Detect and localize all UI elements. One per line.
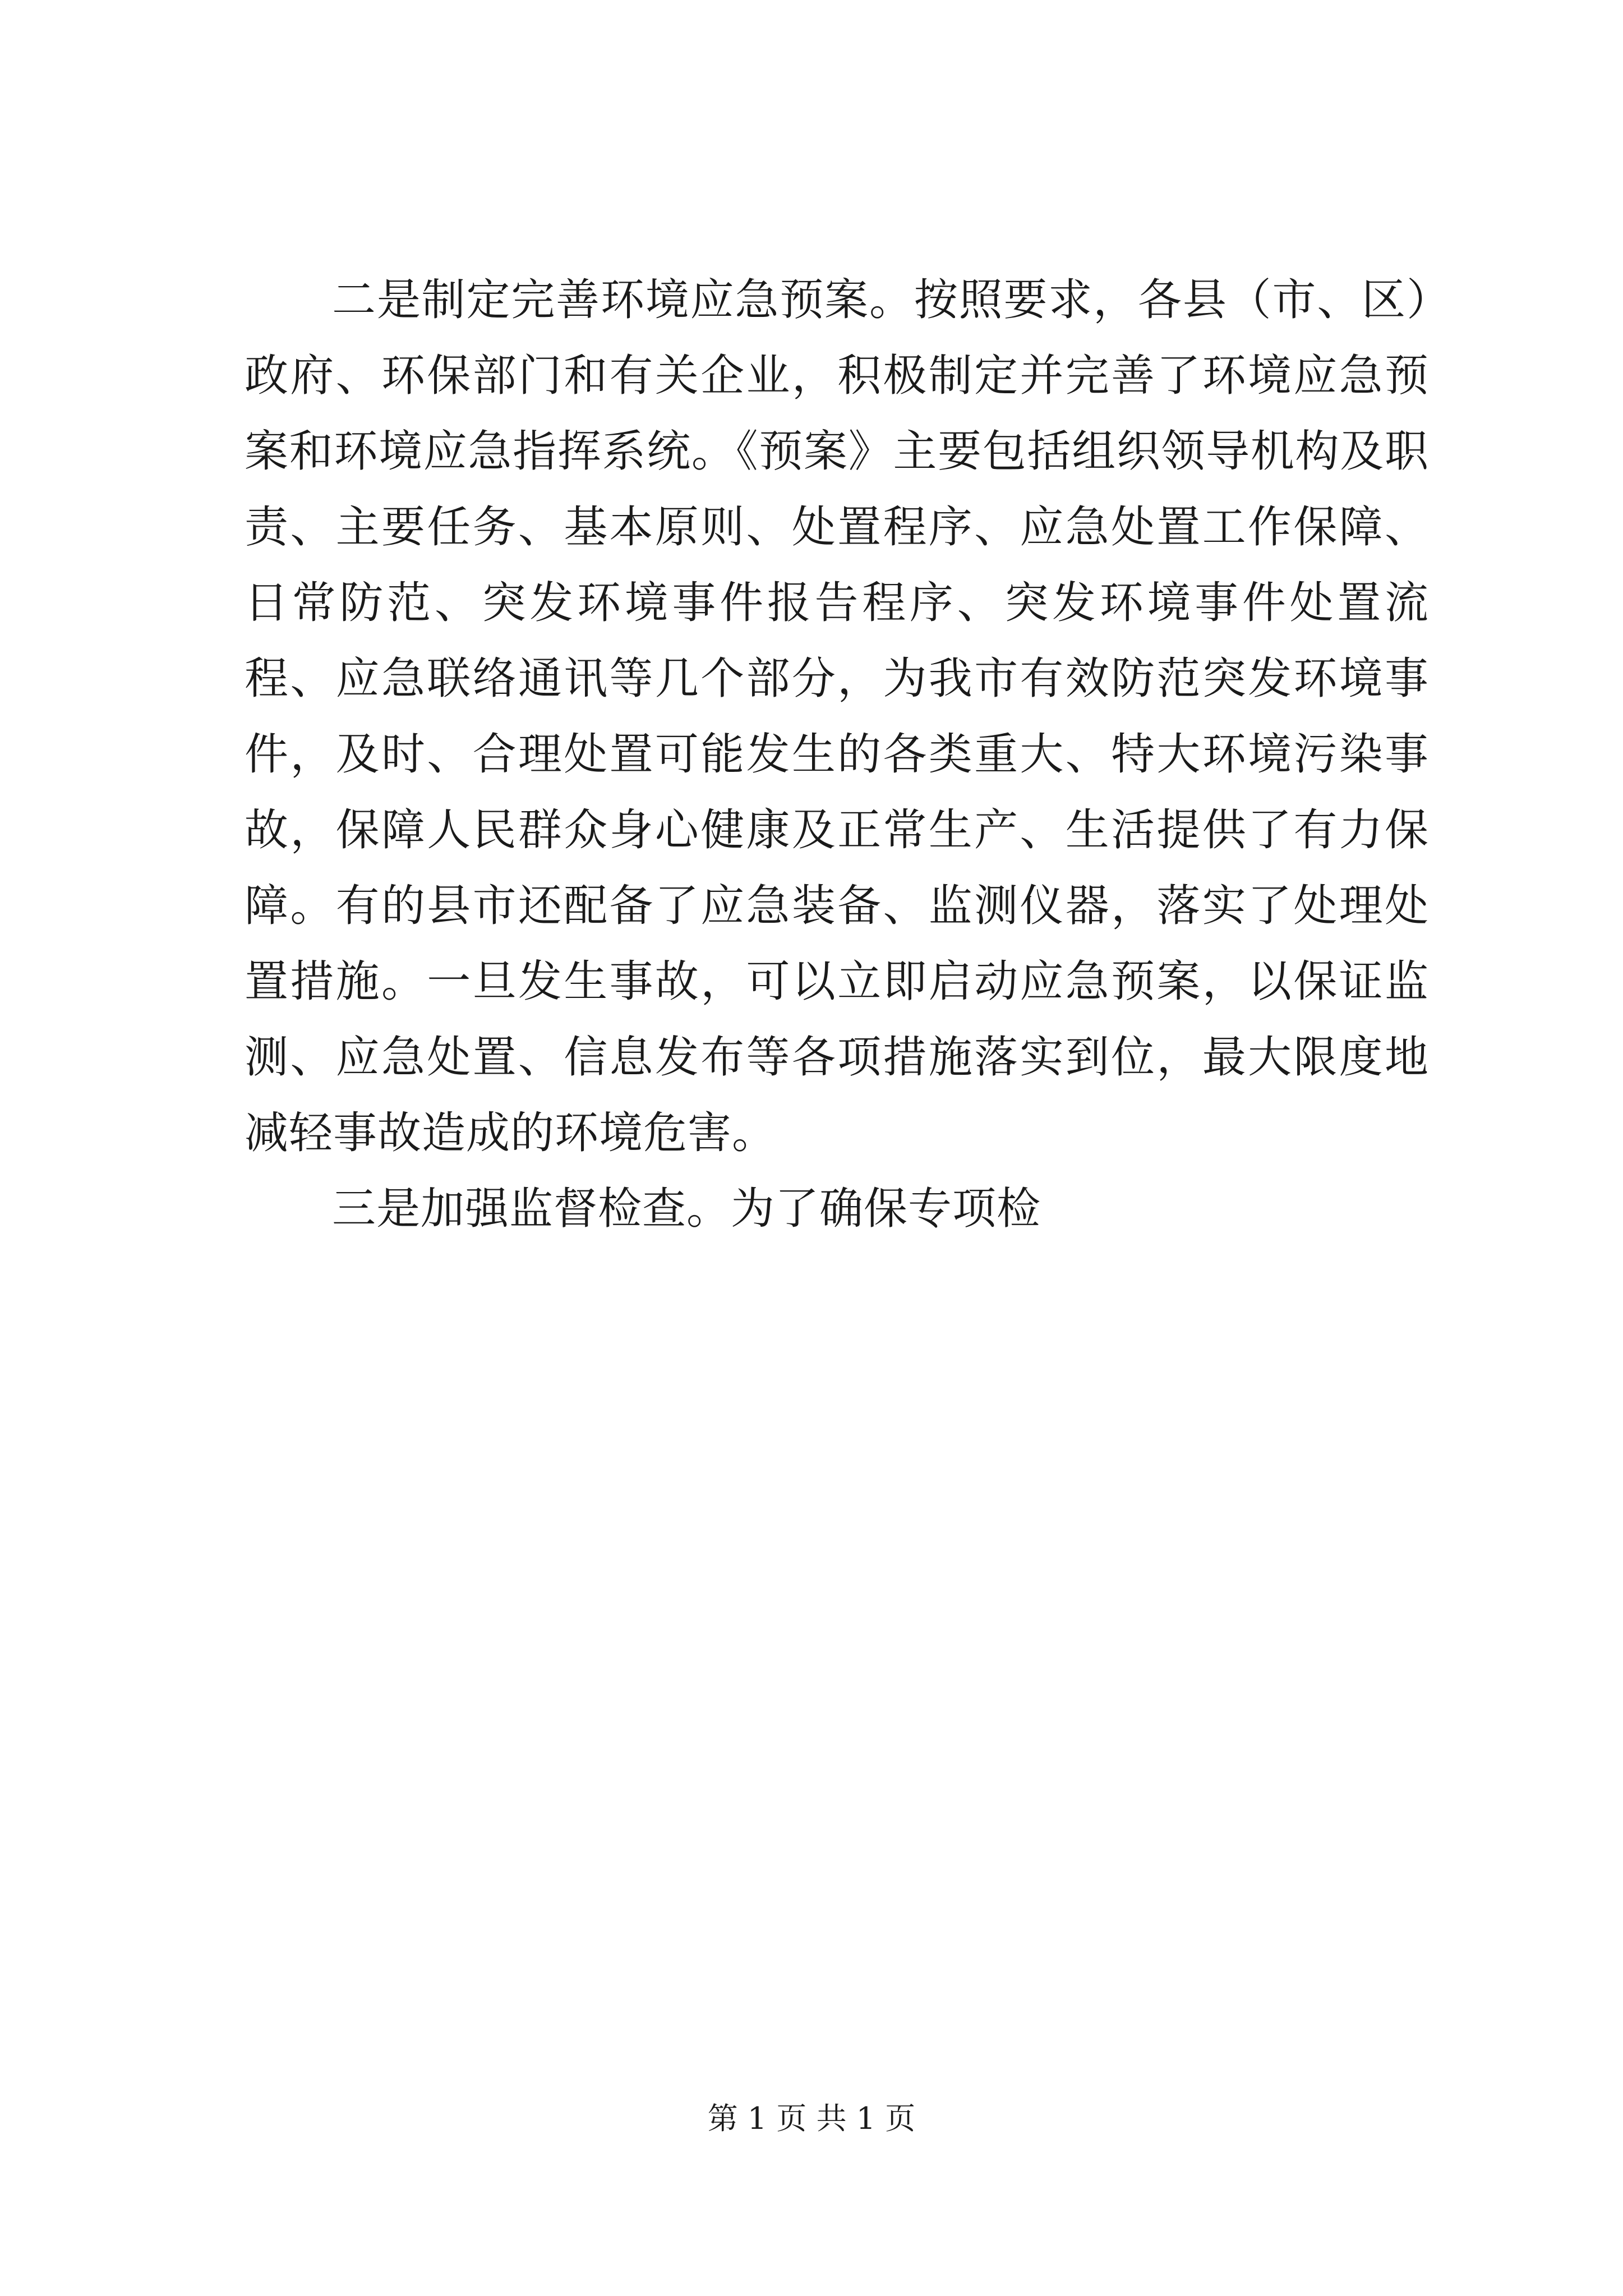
paragraph-emergency-plan: 二是制定完善环境应急预案。按照要求，各县（市、区）政府、环保部门和有关企业，积极制定并完善了环境应急预案和环境应急指挥系统。《预案》主要包括组织领导机构及职责、主要任务、基本原则、处置程序、应急处置工作保障、日常防范、突发环境事件报告程序、突发环境事件处置流程、应急联络通讯等几个部分，为我市有效防范突发环境事件，及时、合理处置可能发生的各类重大、特大环境污染事故，保障人民群众身心健康及正常生产、生活提供了有力保障。有的县市还配备了应急装备、监测仪器，落实了处理处置措施。一旦发生事故，可以立即启动应急预案，以保证监测、应急处置、信息发布等各项措施落实到位，最大限度地减轻事故造成的环境危害。: [245, 275, 1429, 1158]
page-footer: 第 1 页 共 1 页: [707, 2101, 916, 2136]
document-body: [245, 263, 1429, 1247]
paragraph-supervision: 三是加强监督检查。为了确保专项检: [332, 1184, 1041, 1234]
